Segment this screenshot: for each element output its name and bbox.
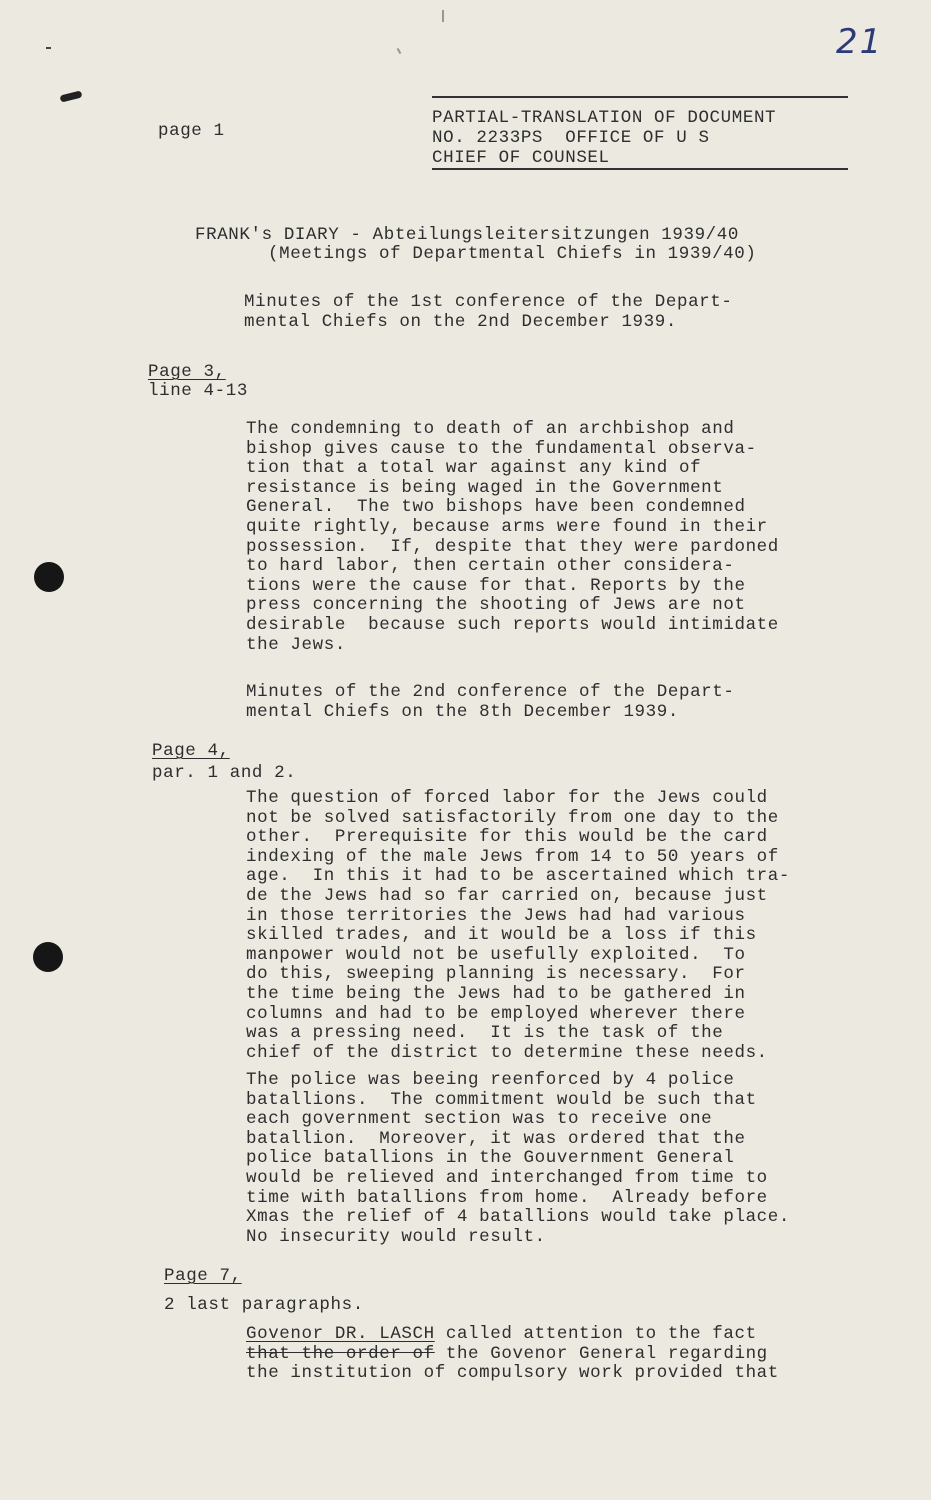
reference-3-paragraphs: 2 last paragraphs. [164,1295,364,1315]
handwritten-page-number: 21 [836,22,884,62]
para3-line: time with batallions from home. Already before [246,1187,768,1208]
governor-name: Govenor DR. LASCH [246,1324,435,1344]
paragraph-1 [246,420,779,655]
paragraph-4-line-2 [246,1345,768,1365]
strikethrough-text: that the order of [246,1344,435,1364]
minutes-1-line-1: Minutes of the 1st conference of the Depart- [244,292,733,312]
para1-line: tion that a total war against any kind of [246,458,702,479]
speck-mark [46,47,51,49]
para2-line: skilled trades, and it would be a loss if this [246,925,757,946]
para1-line: press concerning the shooting of Jews are not [246,595,746,616]
para1-line: to hard labor, then certain other considera- [246,556,735,577]
para1-line: General. The two bishops have been condemned [246,497,746,518]
para2-line: in those territories the Jews had had various [246,905,746,926]
reference-2-paragraphs: par. 1 and 2. [152,763,297,783]
para3-line: police batallions in the Gouvernment General [246,1148,735,1169]
para2-line: indexing of the male Jews from 14 to 50 years of [246,846,779,867]
para2-line: was a pressing need. It is the task of the [246,1023,724,1044]
header-line-3: CHIEF OF COUNSEL [432,148,610,168]
para3-line: Xmas the relief of 4 batallions would take place. [246,1207,790,1228]
para1-line: desirable because such reports would intimidate [246,614,779,635]
paragraph-4-line-1 [246,1325,757,1345]
minutes-2-line-2: mental Chiefs on the 8th December 1939. [246,702,679,722]
speck-mark [397,48,402,54]
para3-line: each government section was to receive one [246,1109,713,1130]
reference-1-lines: line 4-13 [148,381,248,401]
punch-hole [33,942,63,972]
paragraph-4-line-3: the institution of compulsory work provided that [246,1363,779,1383]
paragraph-3 [246,1071,790,1247]
ink-mark [59,90,82,102]
para2-line: other. Prerequisite for this would be the card [246,827,768,848]
header-top-rule [432,96,848,98]
reference-3-page: Page 7, [164,1266,242,1286]
para2-line: not be solved satisfactorily from one day to the [246,807,779,828]
para3-line: would be relieved and interchanged from time to [246,1167,768,1188]
para2-line: chief of the district to determine these needs. [246,1042,768,1063]
para1-line: resistance is being waged in the Government [246,477,724,498]
minutes-1-line-2: mental Chiefs on the 2nd December 1939. [244,312,677,332]
para2-line: the time being the Jews had to be gathered in [246,983,746,1004]
para1-line: quite rightly, because arms were found in their [246,516,768,537]
punch-hole [34,562,64,592]
para2-line: columns and had to be employed wherever there [246,1003,746,1024]
paragraph-4-line-1-text: called attention to the fact [434,1324,757,1344]
header-bottom-rule [432,168,848,170]
para3-line: No insecurity would result. [246,1226,546,1247]
speck-mark [442,10,444,22]
page-label: page 1 [158,121,225,141]
para2-line: de the Jews had so far carried on, because just [246,885,768,906]
para2-line: do this, sweeping planning is necessary. For [246,964,746,985]
paragraph-2 [246,789,790,1063]
minutes-2-line-1: Minutes of the 2nd conference of the Depart- [246,682,735,702]
para3-line: batallions. The commitment would be such that [246,1089,757,1110]
title-line-1: FRANK's DIARY - Abteilungsleitersitzungen 1939/40 [195,225,739,245]
para1-line: bishop gives cause to the fundamental observa- [246,438,757,459]
para1-line: possession. If, despite that they were pardoned [246,536,779,557]
para2-line: age. In this it had to be ascertained which tra- [246,866,790,887]
title-line-2: (Meetings of Departmental Chiefs in 1939/40) [268,244,757,264]
para2-line: The question of forced labor for the Jews could [246,788,768,808]
paragraph-4-line-2-text: the Govenor General regarding [434,1344,768,1364]
para2-line: manpower would not be usefully exploited. To [246,944,746,965]
para3-line: The police was beeing reenforced by 4 police [246,1070,735,1090]
reference-2-page: Page 4, [152,741,230,761]
header-line-2: NO. 2233PS OFFICE OF U S [432,128,710,148]
header-line-1: PARTIAL-TRANSLATION OF DOCUMENT [432,108,777,128]
reference-1-page: Page 3, [148,362,226,382]
para1-line: tions were the cause for that. Reports by the [246,575,746,596]
para1-line: The condemning to death of an archbishop and [246,419,735,439]
para3-line: batallion. Moreover, it was ordered that the [246,1128,746,1149]
para1-line: the Jews. [246,634,346,655]
